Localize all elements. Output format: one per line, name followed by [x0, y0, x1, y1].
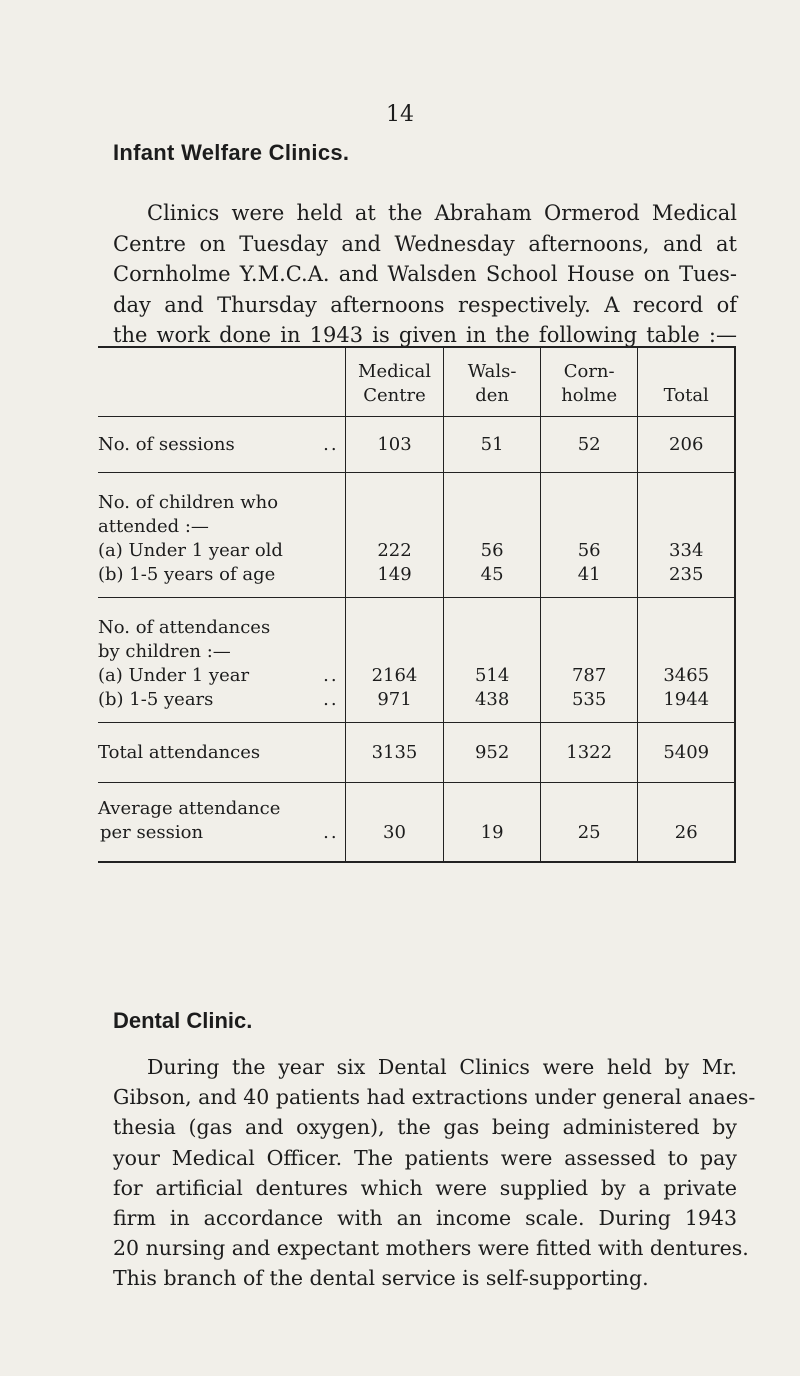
row-label-text: No. of attendances — [98, 617, 271, 638]
row-label — [98, 783, 345, 863]
row-label-text: Average attendance — [98, 798, 281, 819]
row-label-text: (a) Under 1 year — [98, 665, 250, 686]
table-cell: 3135 — [345, 723, 444, 783]
row-label-text: (b) 1-5 years of age — [98, 564, 276, 585]
row-label — [98, 473, 345, 598]
paragraph-line: the work done in 1943 is given in the following table :— — [113, 323, 737, 347]
paragraph-line: for artificial dentures which were supplied by a private — [113, 1175, 737, 1200]
dental-clinic-paragraph — [113, 1052, 756, 1294]
row-label-text: No. of sessions — [98, 433, 235, 455]
table-cell: 334 235 — [638, 473, 735, 598]
table-cell: 514 438 — [444, 598, 541, 723]
header-cornholme — [540, 347, 638, 417]
table-row-children — [98, 473, 735, 598]
leader-dots: .. — [323, 822, 339, 843]
leader-dots: .. — [323, 689, 339, 710]
paragraph-line: Clinics were held at the Abraham Ormerod Medical — [147, 201, 737, 225]
row-label-text: per session — [100, 822, 204, 843]
header-text: Total — [663, 385, 709, 406]
paragraph-line: Centre on Tuesday and Wednesday afternoons, and at — [113, 231, 737, 256]
paragraph-line: your Medical Officer. The patients were assessed to pay — [113, 1145, 737, 1170]
table-row-total — [98, 723, 735, 783]
table-cell: 5409 — [638, 723, 735, 783]
header-blank — [98, 347, 345, 417]
paragraph-line: Cornholme Y.M.C.A. and Walsden School House on Tues- — [113, 262, 737, 286]
table-row-sessions — [98, 417, 735, 473]
table-cell: 52 — [540, 417, 638, 473]
leader-dots: .. — [323, 665, 339, 686]
header-text: den — [475, 385, 509, 406]
table-cell: 787 535 — [540, 598, 638, 723]
header-total — [638, 347, 735, 417]
header-text: holme — [561, 385, 618, 406]
table-cell: 56 45 — [444, 473, 541, 598]
row-label-text: (b) 1-5 years — [98, 689, 214, 710]
clinic-statistics-table — [98, 346, 736, 863]
section-heading-dental-clinic: Dental Clinic. — [113, 1008, 253, 1033]
table-cell: 3465 1944 — [638, 598, 735, 723]
paragraph-line: day and Thursday afternoons respectively. A record of — [113, 292, 737, 317]
table-cell: 30 — [345, 783, 444, 863]
header-text: Corn- — [563, 361, 615, 382]
row-label: Total attendances — [98, 723, 345, 783]
paragraph-line: Gibson, and 40 patients had extractions under general anaes- — [113, 1085, 756, 1110]
table-cell: 206 — [638, 417, 735, 473]
paragraph-line: During the year six Dental Clinics were held by Mr. — [147, 1055, 737, 1079]
paragraph-line: 20 nursing and expectant mothers were fitted with dentures. — [113, 1236, 749, 1261]
table-cell: 222 149 — [345, 473, 444, 598]
table-cell: 103 — [345, 417, 444, 473]
table-cell: 56 41 — [540, 473, 638, 598]
infant-welfare-paragraph — [113, 198, 737, 351]
row-label-text: attended :— — [98, 516, 209, 537]
paragraph-line: thesia (gas and oxygen), the gas being administered by — [113, 1115, 737, 1140]
header-walsden — [444, 347, 541, 417]
table-cell: 51 — [444, 417, 541, 473]
table-row-average — [98, 783, 735, 863]
leader-dots: .. — [323, 433, 339, 455]
row-label — [98, 598, 345, 723]
paragraph-line: firm in accordance with an income scale. During 1943 — [113, 1206, 737, 1231]
page-number: 14 — [386, 102, 414, 127]
table-header-row — [98, 347, 735, 417]
header-text: Medical — [358, 361, 431, 382]
header-text: Centre — [363, 385, 426, 406]
row-label-text: No. of children who — [98, 492, 279, 513]
table-cell: 1322 — [540, 723, 638, 783]
table-cell: 26 — [638, 783, 735, 863]
row-label-text: (a) Under 1 year old — [98, 540, 283, 561]
table-cell: 952 — [444, 723, 541, 783]
section-heading-infant-welfare: Infant Welfare Clinics. — [113, 140, 350, 165]
header-text: Wals- — [467, 361, 517, 382]
table-row-attendances — [98, 598, 735, 723]
row-label-text: by children :— — [98, 641, 231, 662]
table-cell: 2164 971 — [345, 598, 444, 723]
paragraph-line: This branch of the dental service is self-supporting. — [113, 1266, 649, 1291]
row-label — [98, 417, 345, 473]
table-cell: 25 — [540, 783, 638, 863]
table-cell: 19 — [444, 783, 541, 863]
header-medical-centre — [345, 347, 444, 417]
